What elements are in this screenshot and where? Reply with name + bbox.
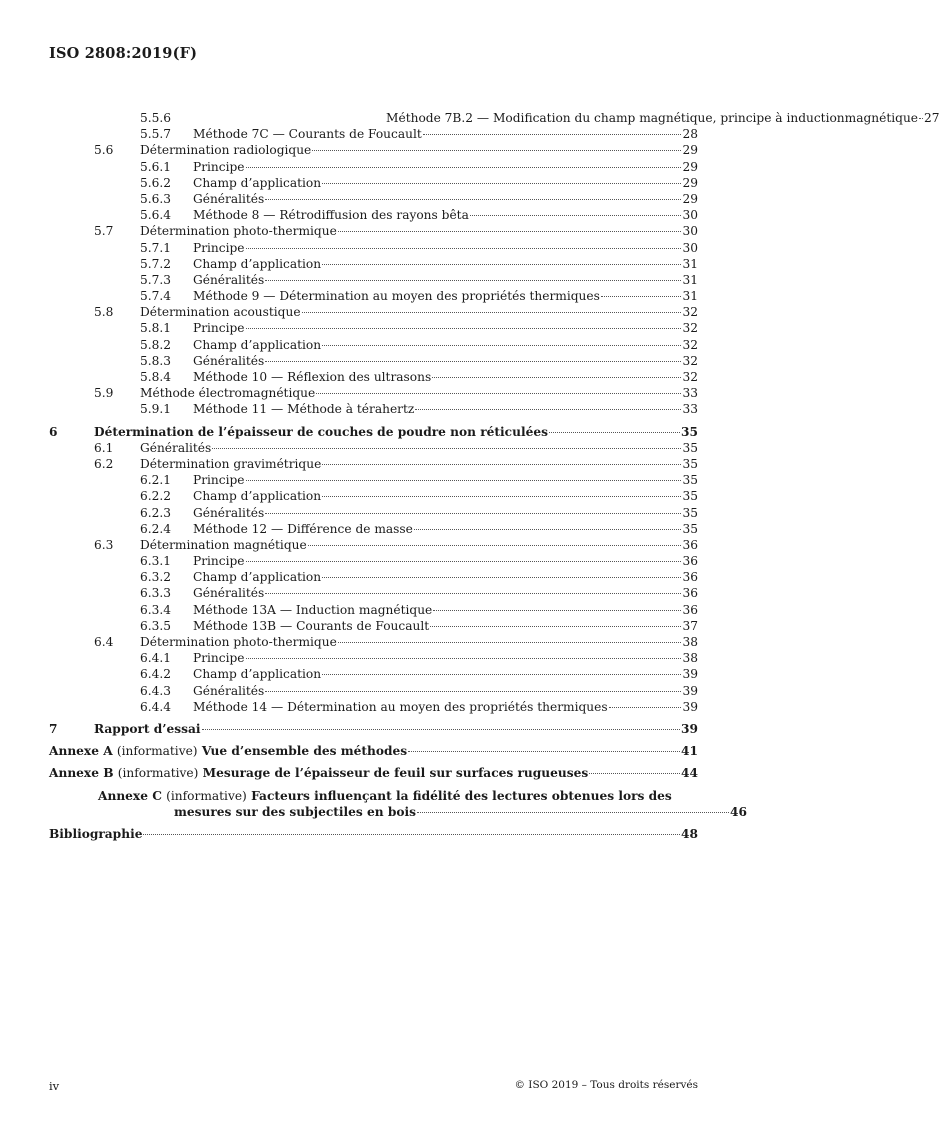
toc-entry[interactable] [0, 472, 793, 488]
toc-title: Champ d’application [193, 256, 322, 271]
toc-page: 35 [682, 440, 698, 455]
toc-page: 39 [682, 699, 698, 714]
toc-number: 6 [49, 424, 58, 439]
toc-entry[interactable] [0, 634, 793, 650]
leader-dots [609, 707, 682, 708]
leader-dots [322, 674, 681, 675]
toc-number: 6.3.1 [140, 554, 172, 569]
toc-entry[interactable] [0, 385, 793, 401]
page-number: iv [49, 1079, 60, 1093]
toc-entry[interactable] [0, 240, 793, 256]
annex-informative: (informative) [117, 766, 199, 781]
leader-dots [246, 480, 682, 481]
leader-dots [322, 577, 681, 578]
toc-title: Mesurage de l’épaisseur de feuil sur surfaces rugueuses [202, 766, 589, 781]
leader-dots [322, 345, 681, 346]
toc-entry[interactable] [0, 288, 793, 304]
toc-number: 5.8.4 [140, 370, 172, 385]
toc-number: 6.2.2 [140, 489, 172, 504]
leader-dots [322, 464, 681, 465]
toc-title: Méthode 10 — Réflexion des ultrasons [193, 370, 432, 385]
toc-title: Généralités [193, 683, 265, 698]
toc-number: 6.4.4 [140, 699, 172, 714]
leader-dots [470, 215, 682, 216]
toc-page: 44 [681, 766, 698, 781]
toc-title: Méthode 13B — Courants de Foucault [193, 618, 430, 633]
leader-dots [589, 773, 680, 774]
toc-title: Facteurs influençant la fidélité des lectures obtenues lors des [251, 788, 672, 803]
toc-number: 5.7.3 [140, 272, 172, 287]
toc-page: 29 [682, 175, 698, 190]
toc-title: Champ d’application [193, 570, 322, 585]
toc-entry[interactable] [0, 424, 793, 440]
toc-number: 5.8.2 [140, 337, 172, 352]
leader-dots [322, 264, 681, 265]
toc-page: 35 [681, 424, 698, 439]
toc-title: Généralités [193, 272, 265, 287]
toc-title: Méthode 12 — Différence de masse [193, 521, 413, 536]
toc-title: Principe [193, 473, 245, 488]
toc-title: Champ d’application [193, 667, 322, 682]
toc-title: Principe [193, 240, 245, 255]
toc-title: Méthode 14 — Détermination au moyen des propriétés thermiques [193, 699, 608, 714]
toc-page: 39 [682, 683, 698, 698]
annex-informative: (informative) [116, 744, 198, 759]
toc-entry-annex-a[interactable] [0, 743, 793, 759]
leader-dots [338, 642, 682, 643]
toc-title: Vue d’ensemble des méthodes [201, 744, 408, 759]
toc-number: 5.6.1 [140, 159, 172, 174]
toc-page: 29 [682, 159, 698, 174]
toc-title: Généralités [193, 586, 265, 601]
leader-dots [246, 167, 682, 168]
toc-entry[interactable] [0, 650, 793, 666]
toc-entry[interactable] [0, 569, 793, 585]
toc-page: 36 [682, 602, 698, 617]
toc-page: 29 [682, 143, 698, 158]
toc-entry[interactable] [0, 618, 793, 634]
toc-page: 36 [682, 554, 698, 569]
toc-page: 35 [682, 456, 698, 471]
leader-dots [212, 448, 681, 449]
toc-entry[interactable] [0, 353, 793, 369]
toc-page: 32 [682, 305, 698, 320]
toc-entry[interactable] [0, 440, 793, 456]
toc-entry[interactable] [0, 666, 793, 682]
toc-title: Rapport d’essai [94, 721, 201, 736]
leader-dots [919, 118, 923, 119]
toc-title: Bibliographie [49, 826, 143, 841]
toc-page: 30 [682, 224, 698, 239]
toc-title: Généralités [193, 191, 265, 206]
toc-number: 6.1 [94, 440, 114, 455]
toc-title-cont: magnétique [844, 111, 919, 125]
leader-dots [322, 183, 681, 184]
toc-entry[interactable] [0, 401, 793, 417]
toc-number: 5.6 [94, 143, 114, 158]
toc-number: 6.2.3 [140, 505, 172, 520]
leader-dots [265, 199, 681, 200]
toc-title: Principe [193, 651, 245, 666]
toc-entry-annex-c[interactable] [0, 788, 793, 820]
leader-dots [265, 513, 681, 514]
toc-title: Principe [193, 159, 245, 174]
toc-page: 32 [682, 370, 698, 385]
toc-entry[interactable] [0, 585, 793, 601]
toc-title: Généralités [140, 440, 212, 455]
toc-title: Méthode 7B.2 — Modification du champ magnétique, principe à induction [386, 111, 845, 125]
leader-dots [265, 691, 681, 692]
toc-title: Méthode électromagnétique [140, 386, 316, 401]
toc-page: 48 [681, 826, 698, 841]
leader-dots [549, 432, 680, 433]
toc-entry-annex-b[interactable] [0, 765, 793, 781]
toc-title: Principe [193, 321, 245, 336]
leader-dots [202, 729, 680, 730]
toc-page: 39 [681, 721, 698, 736]
leader-dots [308, 545, 682, 546]
toc-title: Détermination photo-thermique [140, 635, 337, 650]
leader-dots [246, 561, 682, 562]
toc-page: 35 [682, 521, 698, 536]
toc-page: 29 [682, 191, 698, 206]
toc-page: 35 [682, 473, 698, 488]
toc-title: Détermination magnétique [140, 537, 307, 552]
leader-dots [601, 296, 682, 297]
toc-entry[interactable] [0, 272, 793, 288]
toc-page: 37 [682, 618, 698, 633]
toc-number: 5.7.2 [140, 256, 172, 271]
toc-entry[interactable] [0, 488, 793, 504]
leader-dots [265, 593, 681, 594]
toc-page: 35 [682, 489, 698, 504]
toc-page: 31 [682, 272, 698, 287]
toc-entry[interactable] [0, 505, 793, 521]
toc-title: Généralités [193, 353, 265, 368]
toc-page: 33 [682, 386, 698, 401]
toc-number: 6.4.1 [140, 651, 172, 666]
copyright-notice: © ISO 2019 – Tous droits réservés [514, 1079, 698, 1091]
toc-page: 28 [682, 127, 698, 142]
toc-title: Détermination photo-thermique [140, 224, 337, 239]
toc-number: 6.3.2 [140, 570, 172, 585]
toc-number: 5.5.7 [140, 127, 172, 142]
toc-title: Détermination gravimétrique [140, 456, 322, 471]
toc-page: 38 [682, 635, 698, 650]
toc-title: Généralités [193, 505, 265, 520]
toc-number: 6.2.4 [140, 521, 172, 536]
toc-number: 6.4.3 [140, 683, 172, 698]
toc-entry[interactable] [0, 337, 793, 353]
toc-entry[interactable] [0, 207, 793, 223]
toc-number: 6.3.5 [140, 618, 172, 633]
toc-entry[interactable] [0, 521, 793, 537]
toc-entry[interactable] [0, 683, 793, 699]
toc-number: 5.7.1 [140, 240, 172, 255]
leader-dots [415, 409, 681, 410]
annex-label: Annexe A [49, 744, 113, 759]
toc-entry[interactable] [0, 304, 793, 320]
leader-dots [338, 231, 682, 232]
toc-title: Détermination acoustique [140, 305, 301, 320]
toc-entry[interactable] [0, 699, 793, 715]
toc-number: 5.8.3 [140, 353, 172, 368]
toc-number: 6.4.2 [140, 667, 172, 682]
toc-entry[interactable] [0, 126, 793, 142]
toc-page: 38 [682, 651, 698, 666]
toc-number: 5.6.4 [140, 208, 172, 223]
toc-page: 31 [682, 256, 698, 271]
toc-title: Méthode 9 — Détermination au moyen des propriétés thermiques [193, 289, 600, 304]
toc-page: 36 [682, 570, 698, 585]
leader-dots [433, 610, 681, 611]
annex-informative: (informative) [166, 788, 247, 803]
toc-page: 32 [682, 321, 698, 336]
toc-page: 41 [681, 744, 698, 759]
toc-title: Détermination de l’épaisseur de couches de poudre non réticulées [94, 424, 548, 439]
table-of-contents [0, 110, 940, 842]
leader-dots [302, 312, 682, 313]
leader-dots [322, 496, 681, 497]
leader-dots [432, 377, 681, 378]
toc-title: Méthode 13A — Induction magnétique [193, 602, 433, 617]
leader-dots [417, 812, 729, 813]
toc-entry[interactable] [0, 159, 793, 175]
toc-number: 7 [49, 721, 58, 736]
toc-page: 33 [682, 402, 698, 417]
toc-entry[interactable] [0, 175, 793, 191]
leader-dots [265, 361, 681, 362]
toc-page: 31 [682, 289, 698, 304]
toc-title: Champ d’application [193, 337, 322, 352]
toc-entry[interactable] [0, 110, 940, 126]
toc-entry[interactable] [0, 602, 793, 618]
toc-number: 5.6.3 [140, 191, 172, 206]
toc-number: 6.2.1 [140, 473, 172, 488]
toc-entry[interactable] [0, 320, 793, 336]
toc-entry[interactable] [0, 191, 793, 207]
toc-entry[interactable] [0, 537, 793, 553]
leader-dots [408, 751, 680, 752]
toc-number: 6.4 [94, 635, 114, 650]
leader-dots [423, 134, 682, 135]
toc-number: 5.5.6 [140, 111, 172, 125]
toc-number: 6.3.3 [140, 586, 172, 601]
leader-dots [265, 280, 681, 281]
toc-title: Méthode 7C — Courants de Foucault [193, 127, 422, 142]
toc-title: Champ d’application [193, 489, 322, 504]
toc-number: 5.8.1 [140, 321, 172, 336]
leader-dots [312, 150, 681, 151]
toc-number: 5.8 [94, 305, 114, 320]
toc-number: 5.7 [94, 224, 114, 239]
toc-page: 36 [682, 586, 698, 601]
toc-number: 5.9.1 [140, 402, 172, 417]
toc-title: Méthode 8 — Rétrodiffusion des rayons bêta [193, 208, 469, 223]
toc-entry[interactable] [0, 142, 793, 158]
toc-page: 30 [682, 240, 698, 255]
leader-dots [414, 529, 682, 530]
annex-label: Annexe C [98, 788, 162, 803]
leader-dots [316, 393, 681, 394]
toc-entry[interactable] [0, 456, 793, 472]
toc-number: 5.9 [94, 386, 114, 401]
toc-number: 5.7.4 [140, 289, 172, 304]
leader-dots [430, 626, 681, 627]
toc-entry[interactable] [0, 721, 793, 737]
toc-number: 5.6.2 [140, 175, 172, 190]
toc-number: 6.3 [94, 537, 114, 552]
document-id: ISO 2808:2019(F) [49, 45, 198, 62]
toc-page: 32 [682, 337, 698, 352]
toc-entry-bibliography[interactable] [0, 826, 793, 842]
toc-title: Champ d’application [193, 175, 322, 190]
toc-number: 6.3.4 [140, 602, 172, 617]
toc-title: Méthode 11 — Méthode à térahertz [193, 402, 415, 417]
toc-entry[interactable] [0, 256, 793, 272]
toc-title: Détermination radiologique [140, 143, 312, 158]
toc-title: Principe [193, 554, 245, 569]
toc-page: 27 [924, 111, 940, 125]
toc-page: 35 [682, 505, 698, 520]
leader-dots [143, 834, 680, 835]
toc-page: 30 [682, 208, 698, 223]
toc-entry[interactable] [0, 223, 793, 239]
toc-page: 39 [682, 667, 698, 682]
toc-number: 6.2 [94, 456, 114, 471]
leader-dots [246, 248, 682, 249]
toc-page: 36 [682, 537, 698, 552]
annex-label: Annexe B [49, 766, 114, 781]
leader-dots [246, 328, 682, 329]
toc-entry[interactable] [0, 369, 793, 385]
toc-page: 32 [682, 353, 698, 368]
leader-dots [246, 658, 682, 659]
toc-entry[interactable] [0, 553, 793, 569]
toc-title-cont: mesures sur des subjectiles en bois [174, 804, 416, 819]
toc-page: 46 [730, 804, 747, 819]
